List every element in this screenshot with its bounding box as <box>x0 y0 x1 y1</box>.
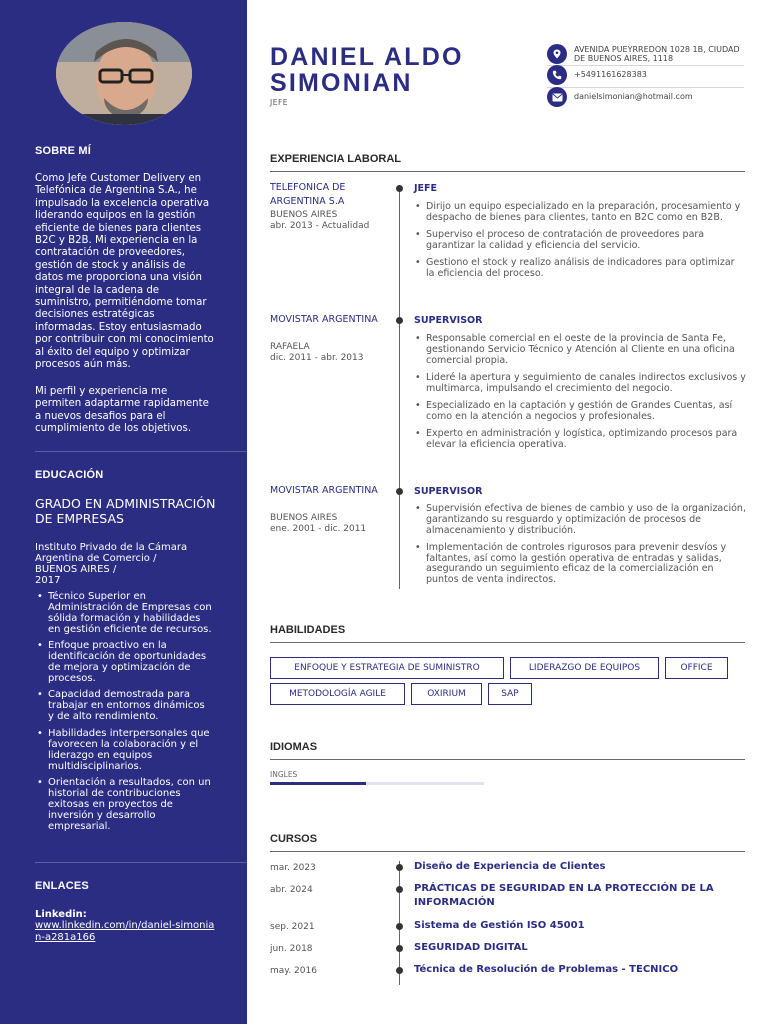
course-name: Técnica de Resolución de Problemas - TECNICO <box>414 964 679 975</box>
skills-heading: HABILIDADES <box>270 624 346 636</box>
job-location: BUENOS AIRES <box>270 210 338 220</box>
job-role: SUPERVISOR <box>414 315 483 326</box>
language-name: INGLES <box>270 770 298 779</box>
skill-tag: LIDERAZGO DE EQUIPOS <box>510 657 659 679</box>
course-name: PRÁCTICAS DE SEGURIDAD EN LA PROTECCIÓN DE LA INFORMACIÓN <box>414 883 714 908</box>
education-list <box>35 591 213 837</box>
course-name: Sistema de Gestión ISO 45001 <box>414 920 585 931</box>
phone-text: +5491161628383 <box>574 70 647 80</box>
experience-timeline <box>399 185 400 589</box>
linkedin-label: Linkedin: <box>35 909 87 920</box>
skill-tag: SAP <box>488 683 532 705</box>
education-info <box>35 542 215 586</box>
contact-address <box>547 44 747 64</box>
profile-photo <box>56 22 192 125</box>
timeline-dot <box>396 317 403 324</box>
divider <box>270 171 745 172</box>
courses-heading: CURSOS <box>270 833 318 845</box>
skill-tag: OFFICE <box>665 657 728 679</box>
education-heading: EDUCACIÓN <box>35 469 104 481</box>
timeline-dot <box>396 945 403 952</box>
degree-title: GRADO EN ADMINISTRACIÓN DE EMPRESAS <box>35 496 216 526</box>
institution: Instituto Privado de la Cámara Argentina de Comercio / <box>35 542 188 564</box>
course-date: jun. 2018 <box>270 944 313 954</box>
links-heading: ENLACES <box>35 880 89 892</box>
list-item: • Responsable comercial en el oeste de la provincia de Santa Fe, gestionando Servicio Técnico y Atención al Cliente en una oficina comercial propia. <box>414 334 746 366</box>
education-year: 2017 <box>35 575 61 586</box>
linkedin-link[interactable]: www.linkedin.com/in/daniel-simonian-a281a166 <box>35 920 215 943</box>
course-name: Diseño de Experiencia de Clientes <box>414 861 606 872</box>
course-date: mar. 2023 <box>270 863 316 873</box>
list-item: • Técnico Superior en Administración de Empresas con sólida formación y habilidades en gestión eficiente de recursos. <box>35 591 213 635</box>
job-role: JEFE <box>414 183 438 194</box>
divider <box>35 451 247 452</box>
skill-tag: OXIRIUM <box>411 683 482 705</box>
course-date: abr. 2024 <box>270 885 313 895</box>
list-item: • Gestiono el stock y realizo análisis de indicadores para optimizar la eficiencia del proceso. <box>414 258 746 280</box>
about-paragraph: Como Jefe Customer Delivery en Telefónica de Argentina S.A., he impulsado la excelencia operativa liderando equipos en la gestión eficiente de bienes para clientes B2C y B2B. Mi experiencia en la contratación de proveedores, gestión de stock y análisis de datos me proporciona una visión integral de la cadena de suministro, permitiéndome tomar decisiones estratégicas informadas. Estoy entusiasmado por contribuir con mi conocimiento al éxito del equipo y optimizar procesos aún más. <box>35 173 214 371</box>
divider <box>270 642 745 643</box>
company-name: MOVISTAR ARGENTINA <box>270 314 378 325</box>
job-bullets <box>414 334 746 457</box>
company-name: MOVISTAR ARGENTINA <box>270 485 378 496</box>
course-date: may. 2016 <box>270 966 317 976</box>
list-item: • Especializado en la captación y gestión de Grandes Cuentas, así como en la atención a negocios y profesionales. <box>414 401 746 423</box>
about-heading: SOBRE MÍ <box>35 145 91 157</box>
education-location: BUENOS AIRES / <box>35 564 117 575</box>
list-item: • Capacidad demostrada para trabajar en entornos dinámicos y de alto rendimiento. <box>35 689 213 722</box>
list-item: • Lideré la apertura y seguimiento de canales indirectos exclusivos y multimarca, impulsando el crecimiento del negocio. <box>414 373 746 395</box>
timeline-dot <box>396 185 403 192</box>
job-role: SUPERVISOR <box>414 486 483 497</box>
language-level-bar <box>270 782 484 785</box>
about-paragraph-2: Mi perfil y experiencia me permiten adaptarme rapidamente a nuevos desafios para el cumplimiento de los objetivos. <box>35 386 209 435</box>
sidebar <box>0 0 247 1024</box>
timeline-dot <box>396 488 403 495</box>
divider <box>35 862 247 863</box>
divider <box>270 759 745 760</box>
skill-tag: METODOLOGÍA AGILE <box>270 683 405 705</box>
job-bullets <box>414 202 746 286</box>
contact-phone <box>547 65 747 85</box>
languages-heading: IDIOMAS <box>270 741 318 753</box>
job-location: BUENOS AIRES <box>270 513 338 523</box>
list-item: • Dirijo un equipo especializado en la preparación, procesamiento y despacho de bienes para clientes, tanto en B2C como en B2B. <box>414 202 746 224</box>
list-item: • Habilidades interpersonales que favorecen la colaboración y el liderazgo en equipos multidisciplinarios. <box>35 728 213 772</box>
candidate-title: JEFE <box>270 98 289 107</box>
timeline-dot <box>396 967 403 974</box>
timeline-dot <box>396 923 403 930</box>
list-item: • Experto en administración y logística, optimizando procesos para elevar la eficiencia operativa. <box>414 429 746 451</box>
list-item: • Implementación de controles rigurosos para prevenir desvíos y faltantes, así como la gestión operativa de entradas y salidas, asegurando un seguimiento eficaz de la comercialización en puntos de venta indirectos. <box>414 543 746 586</box>
list-item: • Orientación a resultados, con un historial de contribuciones exitosas en proyectos de inversión y desarrollo empresarial. <box>35 777 213 832</box>
language-level-fill <box>270 782 366 785</box>
job-dates: ene. 2001 - dic. 2011 <box>270 524 367 534</box>
list-item: • Supervisión efectiva de bienes de cambio y uso de la organización, garantizando su resguardo y optimización de procesos de almacenamiento y distribución. <box>414 504 746 536</box>
job-dates: dic. 2011 - abr. 2013 <box>270 353 364 363</box>
phone-icon <box>547 65 567 85</box>
job-dates: abr. 2013 - Actualidad <box>270 221 370 231</box>
contact-email <box>547 87 747 107</box>
job-bullets <box>414 504 746 592</box>
address-text: AVENIDA PUEYRREDON 1028 1B, CIUDAD DE BUENOS AIRES, 1118 <box>574 44 740 63</box>
experience-heading: EXPERIENCIA LABORAL <box>270 153 401 165</box>
email-text[interactable]: danielsimonian@hotmail.com <box>574 92 693 102</box>
timeline-dot <box>396 864 403 871</box>
timeline-dot <box>396 886 403 893</box>
course-name: SEGURIDAD DIGITAL <box>414 942 528 953</box>
company-name: TELEFONICA DE ARGENTINA S.A <box>270 182 346 207</box>
candidate-name: DANIEL ALDO SIMONIAN <box>270 43 464 97</box>
list-item: • Enfoque proactivo en la identificación de oportunidades de mejora y optimización de procesos. <box>35 640 213 684</box>
job-location: RAFAELA <box>270 342 310 352</box>
course-date: sep. 2021 <box>270 922 315 932</box>
skill-tag: ENFOQUE Y ESTRATEGIA DE SUMINISTRO <box>270 657 504 679</box>
email-icon <box>547 87 567 107</box>
divider <box>270 851 745 852</box>
location-pin-icon <box>547 44 567 64</box>
list-item: • Superviso el proceso de contratación de proveedores para garantizar la calidad y eficiencia del servicio. <box>414 230 746 252</box>
